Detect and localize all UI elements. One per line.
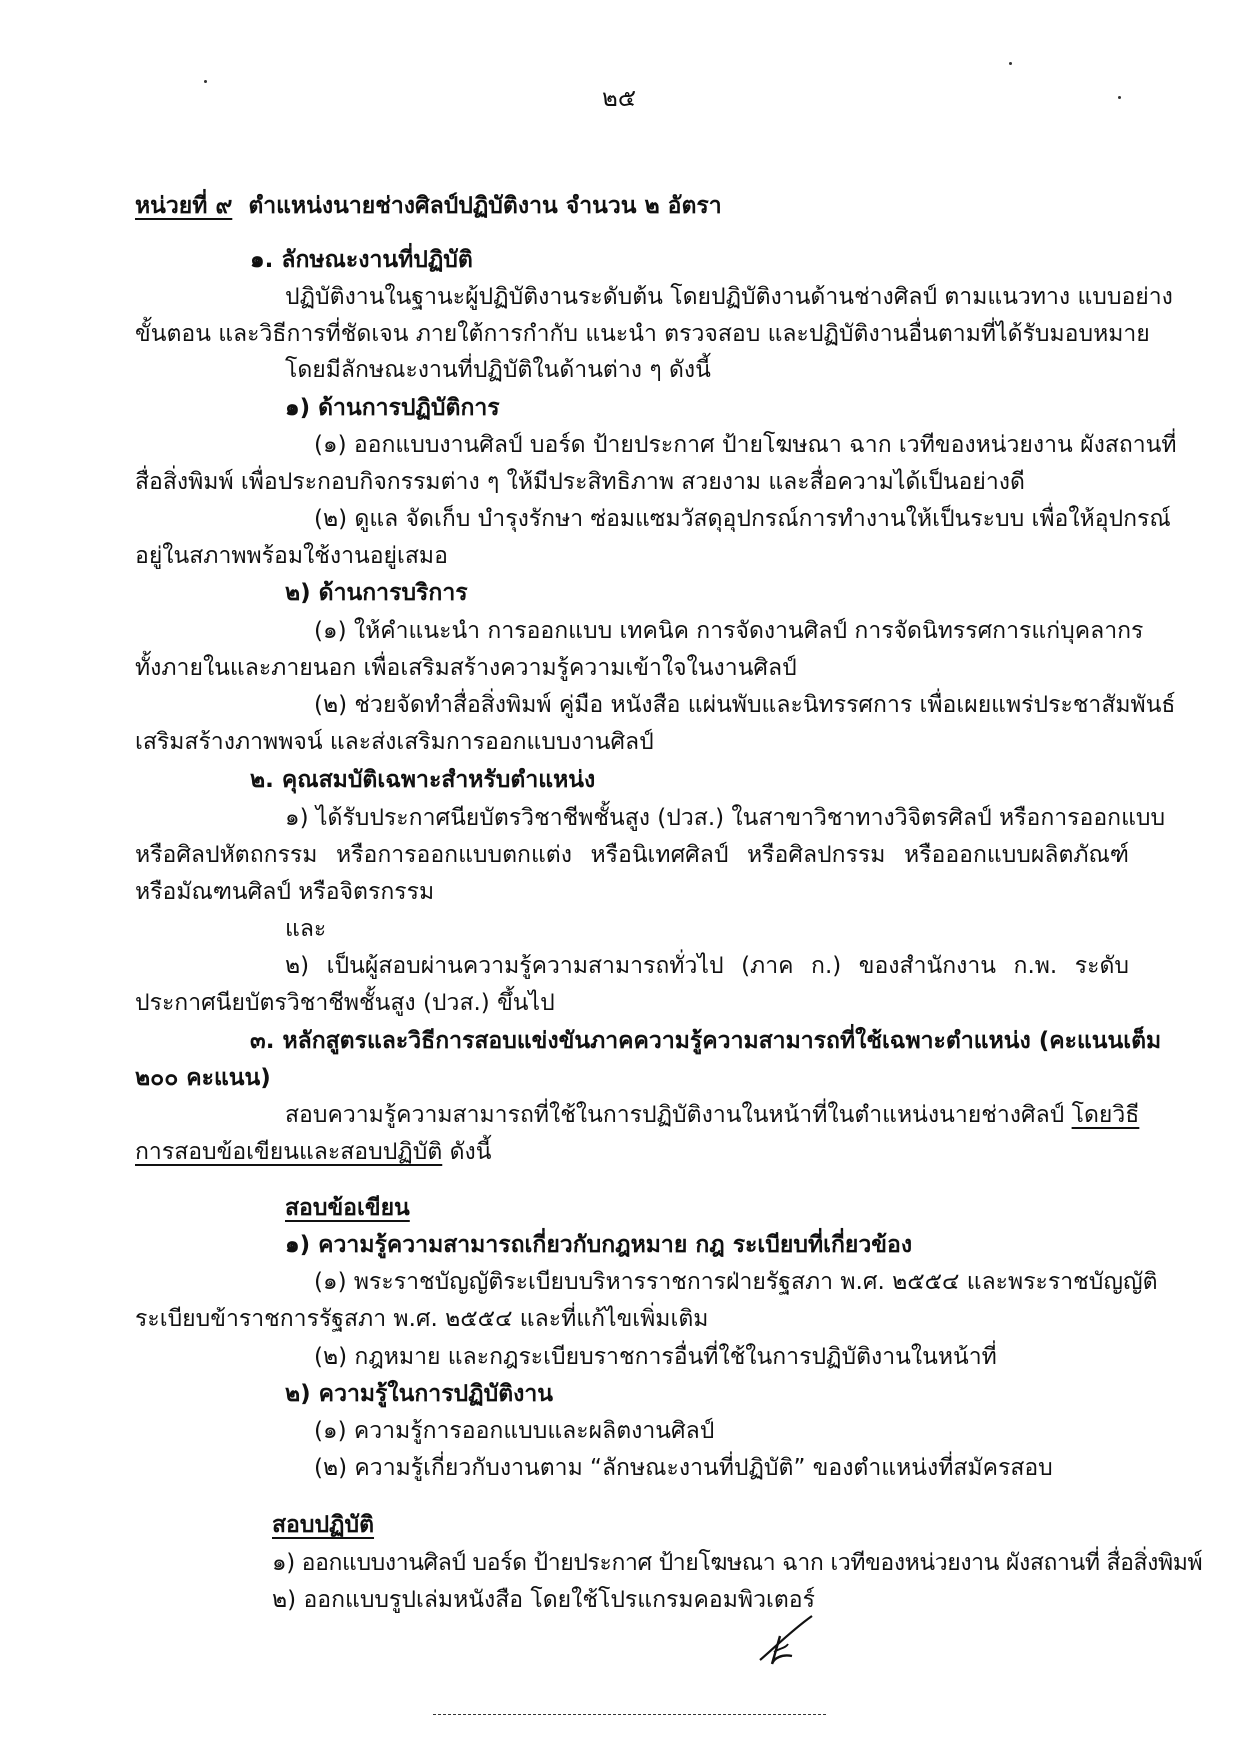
s1-a2-line-2: อยู่ในสภาพพร้อมใช้งานอยู่เสมอ xyxy=(135,543,448,569)
s1-intro-line-2: ขั้นตอน และวิธีการที่ชัดเจน ภายใต้การกำกับ แนะนำ ตรวจสอบ และปฏิบัติงานอื่นตามที่ได้รับมอบหมาย xyxy=(135,321,1150,347)
s3-desc-end: ดังนี้ xyxy=(442,1139,492,1165)
unit-title: ตำแหน่งนายช่างศิลป์ปฏิบัติงาน จำนวน ๒ อัตรา xyxy=(248,193,722,219)
written-1b: (๒) กฎหมาย และกฎระเบียบราชการอื่นที่ใช้ในการปฏิบัติงานในหน้าที่ xyxy=(314,1344,997,1370)
section-2-heading: ๒. คุณสมบัติเฉพาะสำหรับตำแหน่ง xyxy=(250,767,596,793)
written-1a-line-1: (๑) พระราชบัญญัติระเบียบบริหารราชการฝ่ายรัฐสภา พ.ศ. ๒๕๕๔ และพระราชบัญญัติ xyxy=(314,1269,1158,1295)
written-topic-1-heading: ๑) ความรู้ความสามารถเกี่ยวกับกฎหมาย กฎ ระเบียบที่เกี่ยวข้อง xyxy=(285,1232,913,1258)
s1-b1-line-1: (๑) ให้คำแนะนำ การออกแบบ เทคนิค การจัดงานศิลป์ การจัดนิทรรศการแก่บุคลากร xyxy=(314,618,1144,644)
s3-desc-line-2 xyxy=(135,1134,491,1170)
s1-b1-line-2: ทั้งภายในและภายนอก เพื่อเสริมสร้างความรู้ความเข้าใจในงานศิลป์ xyxy=(135,655,797,681)
scan-speck xyxy=(1009,62,1012,65)
s3-desc-method-cont: การสอบข้อเขียนและสอบปฏิบัติ xyxy=(135,1139,443,1165)
s1-intro-line-3: โดยมีลักษณะงานที่ปฏิบัติในด้านต่าง ๆ ดังนี้ xyxy=(285,357,711,383)
written-2a: (๑) ความรู้การออกแบบและผลิตงานศิลป์ xyxy=(314,1418,715,1444)
practical-exam-heading: สอบปฏิบัติ xyxy=(272,1512,375,1538)
s2-q1-line-1: ๑) ได้รับประกาศนียบัตรวิชาชีพชั้นสูง (ปวส.) ในสาขาวิชาทางวิจิตรศิลป์ หรือการออกแบบ xyxy=(285,805,1166,831)
s1-a1-line-1: (๑) ออกแบบงานศิลป์ บอร์ด ป้ายประกาศ ป้ายโฆษณา ฉาก เวทีของหน่วยงาน ผังสถานที่ xyxy=(314,432,1177,458)
s1-intro-line-1: ปฏิบัติงานในฐานะผู้ปฏิบัติงานระดับต้น โดยปฏิบัติงานด้านช่างศิลป์ ตามแนวทาง แบบอย่าง xyxy=(285,284,1173,310)
s3-desc-line-1 xyxy=(285,1097,1140,1133)
s2-q1-line-2: หรือศิลปหัตถกรรม หรือการออกแบบตกแต่ง หรือนิเทศศิลป์ หรือศิลปกรรม หรือออกแบบผลิตภัณฑ์ xyxy=(135,842,1129,868)
unit-label: หน่วยที่ ๙ xyxy=(135,193,233,219)
s2-and: และ xyxy=(285,916,327,942)
written-2b: (๒) ความรู้เกี่ยวกับงานตาม “ลักษณะงานที่ปฏิบัติ” ของตำแหน่งที่สมัครสอบ xyxy=(314,1455,1053,1481)
s1-area-a-heading: ๑) ด้านการปฏิบัติการ xyxy=(285,395,500,421)
s1-a1-line-2: สื่อสิ่งพิมพ์ เพื่อประกอบกิจกรรมต่าง ๆ ให้มีประสิทธิภาพ สวยงาม และสื่อความได้เป็นอย่างดี xyxy=(135,469,1025,495)
written-topic-2-heading: ๒) ความรู้ในการปฏิบัติงาน xyxy=(285,1381,554,1407)
end-divider xyxy=(433,1714,826,1715)
s1-b2-line-2: เสริมสร้างภาพพจน์ และส่งเสริมการออกแบบงานศิลป์ xyxy=(135,729,654,755)
s1-area-b-heading: ๒) ด้านการบริการ xyxy=(285,580,468,606)
page-number: ๒๕ xyxy=(602,84,636,112)
s2-q2-line-1: ๒) เป็นผู้สอบผ่านความรู้ความสามารถทั่วไป (ภาค ก.) ของสำนักงาน ก.พ. ระดับ xyxy=(285,953,1129,979)
s3-desc-method: โดยวิธี xyxy=(1071,1102,1140,1128)
practical-item-2: ๒) ออกแบบรูปเล่มหนังสือ โดยใช้โปรแกรมคอมพิวเตอร์ xyxy=(272,1587,815,1613)
section-3-heading-line-2: ๒๐๐ คะแนน) xyxy=(135,1065,271,1091)
s2-q2-line-2: ประกาศนียบัตรวิชาชีพชั้นสูง (ปวส.) ขึ้นไป xyxy=(135,990,555,1016)
practical-item-1: ๑) ออกแบบงานศิลป์ บอร์ด ป้ายประกาศ ป้ายโฆษณา ฉาก เวทีของหน่วยงาน ผังสถานที่ สื่อสิ่งพิมพ์ xyxy=(272,1550,1203,1576)
written-1a-line-2: ระเบียบข้าราชการรัฐสภา พ.ศ. ๒๕๕๔ และที่แก้ไขเพิ่มเติม xyxy=(135,1306,709,1332)
section-3-heading-line-1: ๓. หลักสูตรและวิธีการสอบแข่งขันภาคความรู้ความสามารถที่ใช้เฉพาะตำแหน่ง (คะแนนเต็ม xyxy=(250,1028,1162,1054)
initials-signature xyxy=(752,1608,822,1678)
s2-q1-line-3: หรือมัณฑนศิลป์ หรือจิตรกรรม xyxy=(135,879,435,905)
s1-a2-line-1: (๒) ดูแล จัดเก็บ บำรุงรักษา ซ่อมแซมวัสดุอุปกรณ์การทำงานให้เป็นระบบ เพื่อให้อุปกรณ์ xyxy=(314,506,1171,532)
written-exam-heading: สอบข้อเขียน xyxy=(285,1195,410,1221)
unit-heading xyxy=(135,188,722,224)
s1-b2-line-1: (๒) ช่วยจัดทำสื่อสิ่งพิมพ์ คู่มือ หนังสือ แผ่นพับและนิทรรศการ เพื่อเผยแพร่ประชาสัมพันธ์ xyxy=(314,692,1176,718)
s3-desc-text: สอบความรู้ความสามารถที่ใช้ในการปฏิบัติงานในหน้าที่ในตำแหน่งนายช่างศิลป์ xyxy=(285,1102,1072,1128)
section-1-heading: ๑. ลักษณะงานที่ปฏิบัติ xyxy=(250,247,473,273)
